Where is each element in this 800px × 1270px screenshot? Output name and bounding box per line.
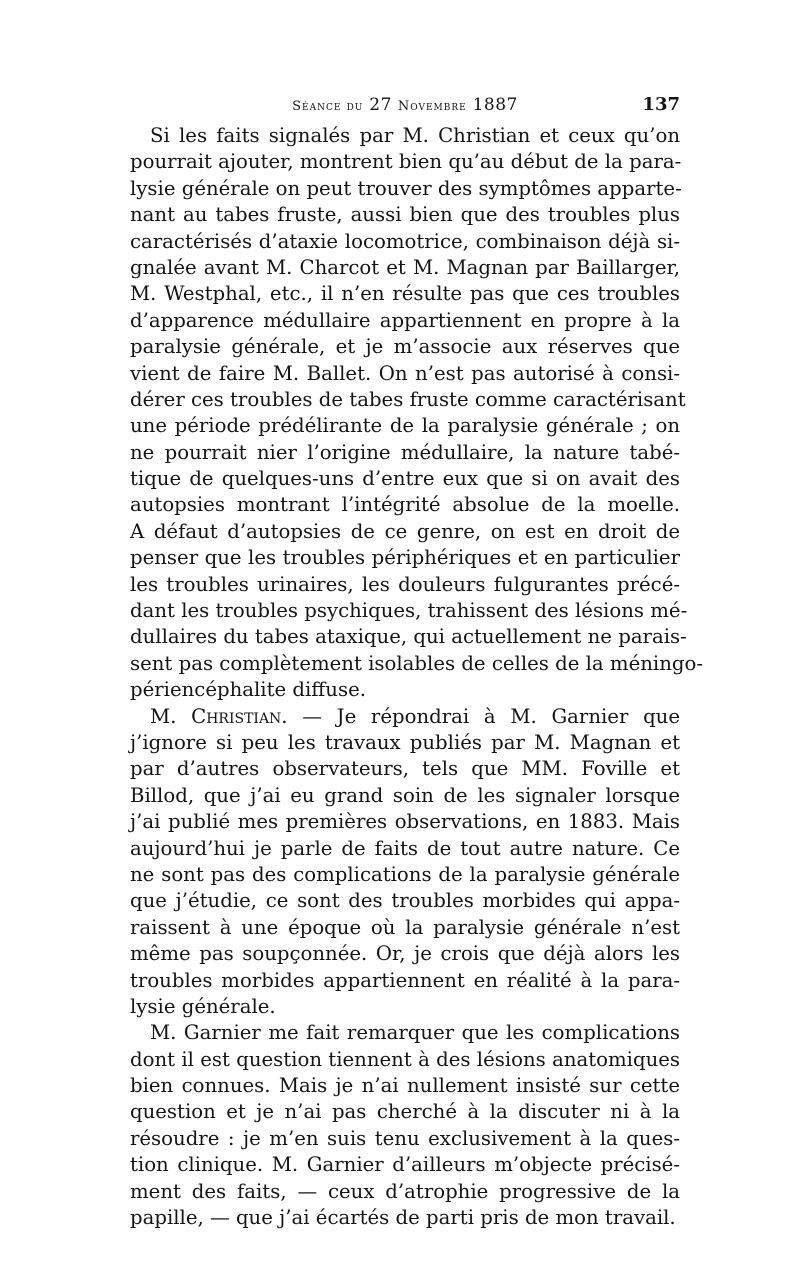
text-line: ne sont pas des complications de la paralysie générale [130, 862, 680, 886]
running-head-month: Novembre [397, 99, 467, 114]
text-line: Billod, que j’ai eu grand soin de les signaler lorsque [130, 783, 680, 807]
running-head [130, 92, 680, 118]
text-line: par d’autres observateurs, tels que MM. Foville et [130, 757, 680, 781]
running-head-title [130, 92, 680, 120]
body-text [130, 123, 704, 1231]
text-line: ment des faits, — ceux d’atrophie progressive de la [130, 1179, 680, 1203]
speaker-name: Christian. [191, 704, 288, 728]
text-line: vient de faire M. Ballet. On n’est pas autorisé à consi- [130, 361, 680, 385]
text-line: caractérisés d’ataxie locomotrice, combinaison déjà si- [130, 229, 680, 253]
text-line: que j’étudie, ce sont des troubles morbides qui appa- [130, 889, 680, 913]
text-line: A défaut d’autopsies de ce genre, on est en droit de [130, 519, 680, 543]
text-line: dant les troubles psychiques, trahissent des lésions mé- [130, 599, 688, 623]
speaker-prefix: M. [150, 704, 177, 728]
text-line: aujourd’hui je parle de faits de tout autre nature. Ce [130, 836, 680, 860]
text-line: lysie générale. [130, 994, 276, 1018]
speaker-line [130, 704, 680, 730]
paragraph-1 [130, 123, 704, 704]
text-line: M. Westphal, etc., il n’en résulte pas que ces troubles [130, 282, 680, 306]
text-line: dérer ces troubles de tabes fruste comme caractérisant [130, 387, 686, 411]
text-line: sent pas complètement isolables de celles de la méningo- [130, 651, 704, 675]
text-line: ne pourrait nier l’origine médullaire, la nature tabé- [130, 440, 680, 464]
running-head-year: 1887 [472, 95, 518, 115]
text-line: lysie générale on peut trouver des symptômes apparte- [130, 176, 682, 200]
text-line: les troubles urinaires, les douleurs fulgurantes précé- [130, 572, 680, 596]
running-head-date: 27 [369, 95, 392, 115]
text-line: dont il est question tiennent à des lésions anatomiques [130, 1047, 680, 1071]
text-line: tique de quelques-uns d’entre eux que si on avait des [130, 467, 680, 491]
page-number: 137 [642, 94, 680, 115]
text-line: même pas soupçonnée. Or, je crois que déjà alors les [130, 942, 680, 966]
running-head-prefix: Séance du [292, 99, 364, 114]
text-line: j’ignore si peu les travaux publiés par M. Magnan et [130, 730, 680, 754]
text-line: autopsies montrant l’intégrité absolue de la moelle. [130, 493, 680, 517]
text-line: une période prédélirante de la paralysie générale ; on [130, 414, 680, 438]
text-line: bien connues. Mais je n’ai nullement insisté sur cette [130, 1074, 680, 1098]
paragraph-3 [130, 1020, 680, 1231]
text-line: pourrait ajouter, montrent bien qu’au début de la para- [130, 150, 682, 174]
text-line: penser que les troubles périphériques et en particulier [130, 546, 680, 570]
text-line: tion clinique. M. Garnier d’ailleurs m’objecte précisé- [130, 1153, 680, 1177]
text-line: nant au tabes fruste, aussi bien que des troubles plus [130, 203, 680, 227]
text-line: question et je n’ai pas cherché à la discuter ni à la [130, 1100, 680, 1124]
text-line: raissent à une époque où la paralysie générale n’est [130, 915, 680, 939]
text-line: résoudre : je m’en suis tenu exclusivement à la ques- [130, 1126, 680, 1150]
text-line: paralysie générale, et je m’associe aux réserves que [130, 335, 680, 359]
text-line: troubles morbides appartiennent en réalité à la para- [130, 968, 680, 992]
text-line: d’apparence médullaire appartiennent en propre à la [130, 308, 680, 332]
text-line: M. Garnier me fait remarquer que les complications [150, 1021, 680, 1045]
text-line: périencéphalite diffuse. [130, 678, 366, 702]
text-line: papille, — que j’ai écartés de parti pris de mon travail. [130, 1206, 676, 1230]
text-line: gnalée avant M. Charcot et M. Magnan par Baillarger, [130, 255, 680, 279]
text-line: dullaires du tabes ataxique, qui actuellement ne parais- [130, 625, 687, 649]
paragraph-2 [130, 704, 680, 1021]
text-line: Si les faits signalés par M. Christian et ceux qu’on [150, 124, 680, 147]
speaker-line-rest: — Je répondrai à M. Garnier que [302, 704, 681, 728]
text-line: j’ai publié mes premières observations, en 1883. Mais [130, 810, 680, 834]
